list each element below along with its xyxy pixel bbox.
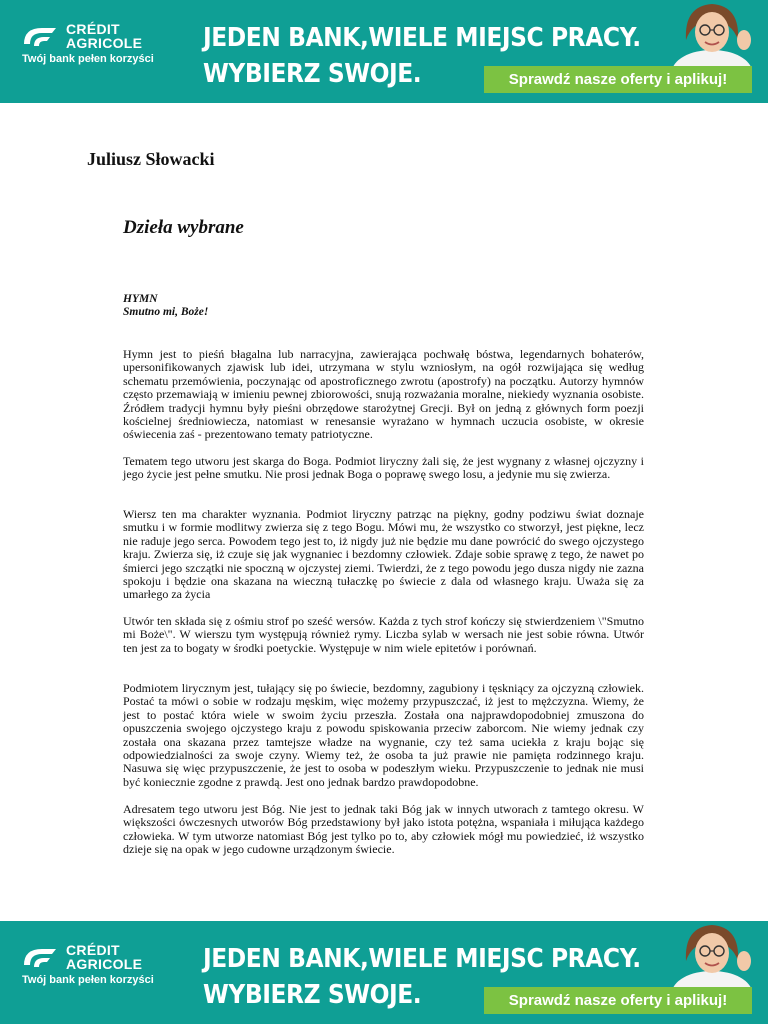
paragraph-2: Tematem tego utworu jest skarga do Boga. Podmiot liryczny żali się, że jest wygnany z własnej ojczyzny i jego życie jest pełne smutku. Nie prosi jednak Boga o poprawę swego losu, a jedynie mu się zwierza.: [123, 454, 644, 482]
brand-name: [66, 22, 142, 50]
brand-name-line2: AGRICOLE: [66, 35, 143, 51]
ad-headline-1: JEDEN BANK,WIELE MIEJSC PRACY.: [203, 944, 641, 974]
woman-photo-icon: [662, 0, 762, 66]
author-name: Juliusz Słowacki: [87, 149, 215, 169]
credit-agricole-logo-icon: [20, 24, 60, 50]
woman-photo-icon: [662, 921, 762, 987]
brand-name-line1: CRÉDIT: [66, 942, 120, 958]
poem-title: HYMN: [123, 293, 158, 305]
paragraph-5: Podmiotem lirycznym jest, tułający się po świecie, bezdomny, zagubiony i tęskniący za ojczyzną człowiek. Postać ta mówi o sobie w rodzaju męskim, więc możemy przypuszczać, iż jest to mężczyzna. Wiemy, że jest to postać która wiele w swoim życiu przeszła. Została ona najprawdopodobniej zmuszona do opuszczenia swojego ojczystego kraju z powodu spiskowania przeciw zaborcom. Nie wiemy jednak czy została ona skazana przez tamtejsze władze na wygnanie, czy też sama uciekła z kraju bojąc się odpowiedzialności za swoje czyny. Wiemy też, że osoba ta już prawie nie pamięta rodzinnego kraju. Nasuwa się więc przypuszczenie, że jest to osoba w podeszłym wieku. Przypuszczenie to jednak nie musi być koniecznie zgodne z prawdą. Jest ono jednak bardzo prawdopodobne.: [123, 681, 644, 789]
credit-agricole-logo-icon: [20, 945, 60, 971]
paragraph-3: Wiersz ten ma charakter wyznania. Podmiot liryczny patrząc na piękny, godny podziwu świat doznaje smutku i w formie modlitwy zwierza się z tego Bogu. Mówi mu, że wszystko co stworzył, jest piękne, lecz nie raduje jego serca. Powodem tego jest to, iż nigdy już nie będzie mu dane powrócić do swego ojczystego kraju. Zwierza się, iż czuje się jak wygnaniec i bezdomny człowiek. Zdaje sobie sprawę z tego, że nawet po śmierci jego szczątki nie spoczną w ojczystej ziemi. Twierdzi, że z tego powodu jego dusza nigdy nie zazna spokoju i będzie ona skazana na wieczną tułaczkę po świecie z dala od własnego kraju. Uważa się za umarłego za życia: [123, 507, 644, 602]
brand-name-line2: AGRICOLE: [66, 956, 143, 972]
poem-heading: [123, 293, 208, 319]
brand-tagline: Twój bank pełen korzyści: [22, 53, 154, 65]
credit-agricole-logo: [20, 943, 195, 993]
document-page: [0, 103, 768, 921]
poem-subtitle: Smutno mi, Boże!: [123, 306, 209, 318]
ad-banner-top[interactable]: [0, 0, 768, 103]
ad-cta-button[interactable]: Sprawdź nasze oferty i aplikuj!: [484, 66, 752, 93]
paragraph-1: Hymn jest to pieśń błagalna lub narracyjna, zawierająca pochwałę bóstwa, legendarnych bohaterów, upersonifikowanych zjawisk lub idei, utrzymana w stylu wzniosłym, na ogół rozwijająca się według schematu przemówienia, poczynając od apostroficznego zwrotu (apostrofy) na początku. Autorzy hymnów często przemawiają w imieniu pewnej zbiorowości, snują rozważania moralne, niekiedy wyznania osobiste. Źródłem tradycji hymnu były pieśni obrzędowe starożytnej Grecji. Był on jedną z głównych form poezji kościelnej średniowiecza, natomiast w renesansie wyrażano w hymnach uczucia osobiste, w okresie oświecenia zaś - prezentowano tematy patriotyczne.: [123, 347, 644, 442]
brand-name-line1: CRÉDIT: [66, 21, 120, 37]
brand-name: [66, 943, 142, 971]
ad-cta-button[interactable]: Sprawdź nasze oferty i aplikuj!: [484, 987, 752, 1014]
paragraph-6: Adresatem tego utworu jest Bóg. Nie jest to jednak taki Bóg jak w innych utworach z tamtego okresu. W większości ówczesnych utworów Bóg przedstawiony był jako istota potężna, wspaniała i miłująca każdego człowieka. W tym utworze natomiast Bóg jest tylko po to, aby człowiek mógł mu powiedzieć, iż wszystko dzieje się na opak w jego cudowne urządzonym świecie.: [123, 802, 644, 857]
brand-tagline: Twój bank pełen korzyści: [22, 974, 154, 986]
paragraph-4: Utwór ten składa się z ośmiu strof po sześć wersów. Każda z tych strof kończy się stwierdzeniem \"Smutno mi Boże\". W wierszu tym występują również rymy. Liczba sylab w wersach nie jest sobie równa. Utwór ten jest za to bogaty w środki poetyckie. Występuje w nim wiele epitetów i porównań.: [123, 614, 644, 655]
ad-headline-1: JEDEN BANK,WIELE MIEJSC PRACY.: [203, 23, 641, 53]
ad-headline-2: WYBIERZ SWOJE.: [203, 980, 422, 1010]
work-title: Dzieła wybrane: [123, 217, 244, 238]
ad-banner-bottom[interactable]: [0, 921, 768, 1024]
ad-headline-2: WYBIERZ SWOJE.: [203, 59, 422, 89]
credit-agricole-logo: [20, 22, 195, 72]
